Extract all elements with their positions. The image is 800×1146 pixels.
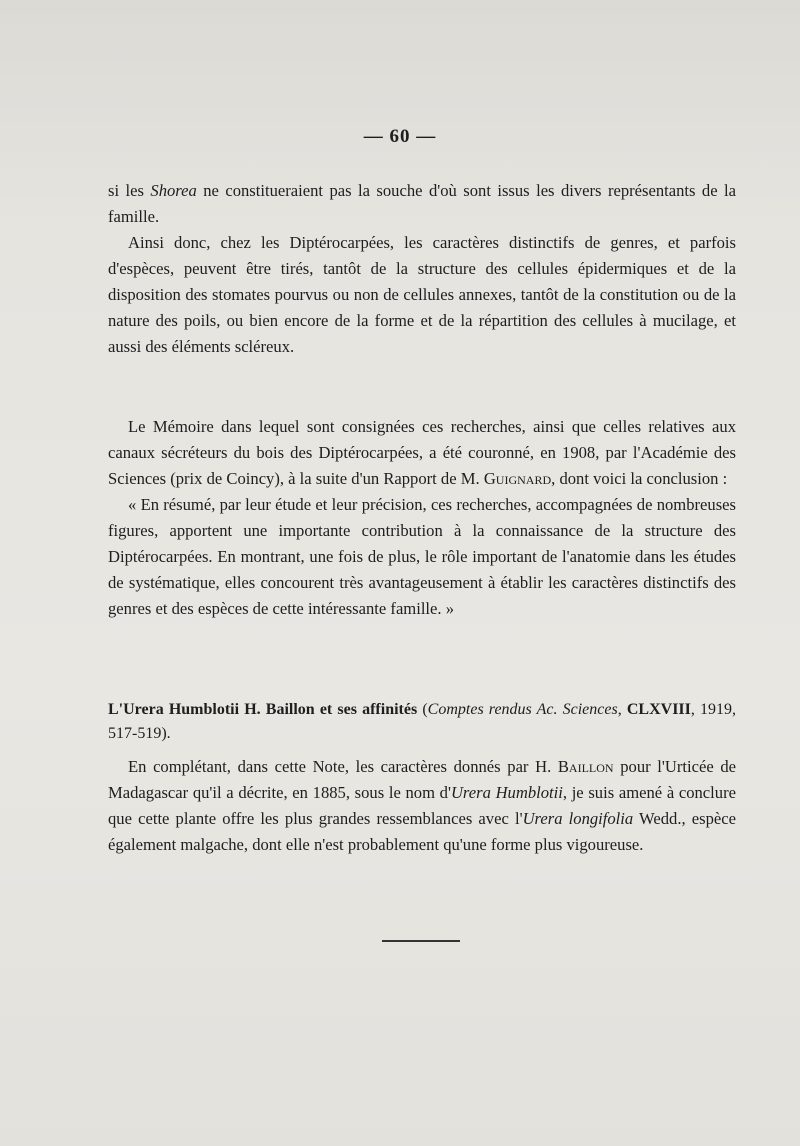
author-guignard: Guignard (483, 469, 552, 488)
paragraph-shorea-continuation: si les Shorea ne constitueraient pas la souche d'où sont issus les divers représentants de la famille. (108, 181, 736, 226)
page-number: — 60 — (363, 126, 437, 147)
section-urera-humblotii (108, 698, 736, 858)
genus-shorea: Shorea (150, 181, 197, 200)
paragraph-memoire: Le Mémoire dans lequel sont consignées ces recherches, ainsi que celles relatives aux canaux sécréteurs du bois des Diptérocarpées, a été couronné, en 1908, par l'Académie des Sciences (prix de Coincy), à la suite d'un Rapport de M. Guignard, dont voici la conclusion : (108, 417, 736, 488)
article-authority: H. Baillon et ses affinités (239, 701, 423, 718)
paragraph-quotation: « En résumé, par leur étude et leur précision, ces recherches, accompagnées de nombreuses figures, apportent une importante contribution à la connaissance de la structure des Diptérocarpées. En montrant, une fois de plus, le rôle important de l'anatomie dans les études de systématique, elles concourent très avantageusement à établir les caractères distinctifs des genres et des espèces de cette intéressante famille. » (108, 495, 736, 618)
section-dipterocarps-conclusion (108, 178, 736, 360)
closing-rule (382, 940, 460, 942)
section-memoire (108, 414, 736, 622)
paragraph-ainsi-donc: Ainsi donc, chez les Diptérocarpées, les caractères distinctifs de genres, et parfois d'espèces, peuvent être tirés, tantôt de la structure des cellules épidermiques et de la disposition des stomates pourvus ou non de cellules annexes, tantôt de la constitution ou de la nature des poils, ou bien encore de la forme et de la répartition des cellules à mucilage, et aussi des éléments scléreux. (108, 233, 736, 356)
species-urera-humblotii: Urera Humblotii (450, 783, 563, 802)
article-heading: L'Urera Humblotii H. Baillon et ses affinités (Comptes rendus Ac. Sciences, CLXVIII, 1919, 517-519). (108, 701, 737, 742)
article-title: L'Urera Humblotii (108, 701, 240, 718)
article-volume: CLXVIII (626, 701, 691, 718)
article-pages: , 1919, 517-519). (108, 701, 737, 742)
species-urera-longifolia: Urera longifolia (522, 809, 634, 828)
article-journal: Comptes rendus Ac. Sciences (427, 701, 618, 718)
paragraph-urera-note: En complétant, dans cette Note, les caractères donnés par H. Baillon pour l'Urticée de Madagascar qu'il a décrite, en 1885, sous le nom d'Urera Humblotii, je suis amené à conclure que cette plante offre les plus grandes ressemblances avec l'Urera longifolia Wedd., espèce également malgache, dont elle n'est probablement qu'une forme plus vigoureuse. (108, 757, 736, 854)
author-baillon: Baillon (557, 757, 614, 776)
